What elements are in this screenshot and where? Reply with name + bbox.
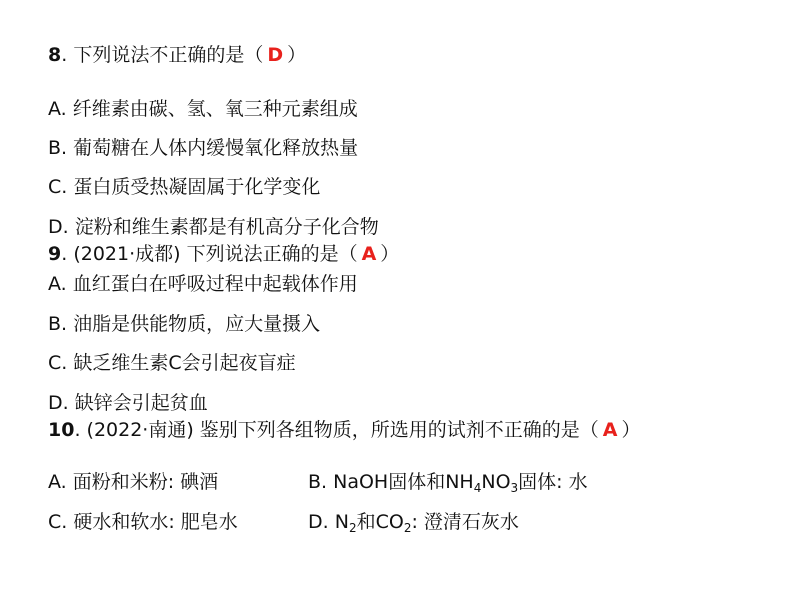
q9-stem-text: . (2021·成都) 下列说法正确的是（	[61, 243, 358, 265]
q10-option-c: C. 硬水和软水: 肥皂水	[48, 511, 238, 533]
q8-option-c: C. 蛋白质受热凝固属于化学变化	[48, 176, 321, 198]
q8-option-d: D. 淀粉和维生素都是有机高分子化合物	[48, 216, 379, 238]
q9-number: 9	[48, 243, 62, 265]
q10-option-b: B. NaOH固体和$NH_4NO_3$固体: 水	[308, 471, 588, 495]
q10-number: 10	[48, 419, 75, 441]
q9-stem	[48, 242, 399, 266]
q9-option-d: D. 缺锌会引起贫血	[48, 392, 208, 414]
q8-stem-text: . 下列说法不正确的是（	[61, 44, 264, 66]
q8-answer: D	[267, 44, 284, 66]
q9-stem-close: ）	[380, 243, 400, 265]
q10-stem-close: ）	[621, 419, 641, 441]
q8-option-b: B. 葡萄糖在人体内缓慢氧化释放热量	[48, 137, 359, 159]
q10-options-row-2	[48, 510, 748, 534]
q8-number: 8	[48, 44, 62, 66]
q8-option-a: A. 纤维素由碳、氢、氧三种元素组成	[48, 98, 358, 120]
q9-option-c: C. 缺乏维生素C会引起夜盲症	[48, 352, 296, 374]
q10-answer: A	[602, 419, 618, 441]
q10-option-d: D. $N_2$和$CO_2$: 澄清石灰水	[308, 511, 519, 535]
q9-answer: A	[361, 243, 377, 265]
q10-option-a: A. 面粉和米粉: 碘酒	[48, 471, 219, 493]
q10-options-row-1	[48, 470, 748, 494]
q10-stem	[48, 418, 641, 442]
q8-stem	[48, 43, 306, 67]
q10-stem-text: . (2022·南通) 鉴别下列各组物质，所选用的试剂不正确的是（	[74, 419, 599, 441]
q8-stem-close: ）	[287, 44, 307, 66]
q9-option-b: B. 油脂是供能物质，应大量摄入	[48, 313, 321, 335]
q9-option-a: A. 血红蛋白在呼吸过程中起载体作用	[48, 273, 358, 295]
